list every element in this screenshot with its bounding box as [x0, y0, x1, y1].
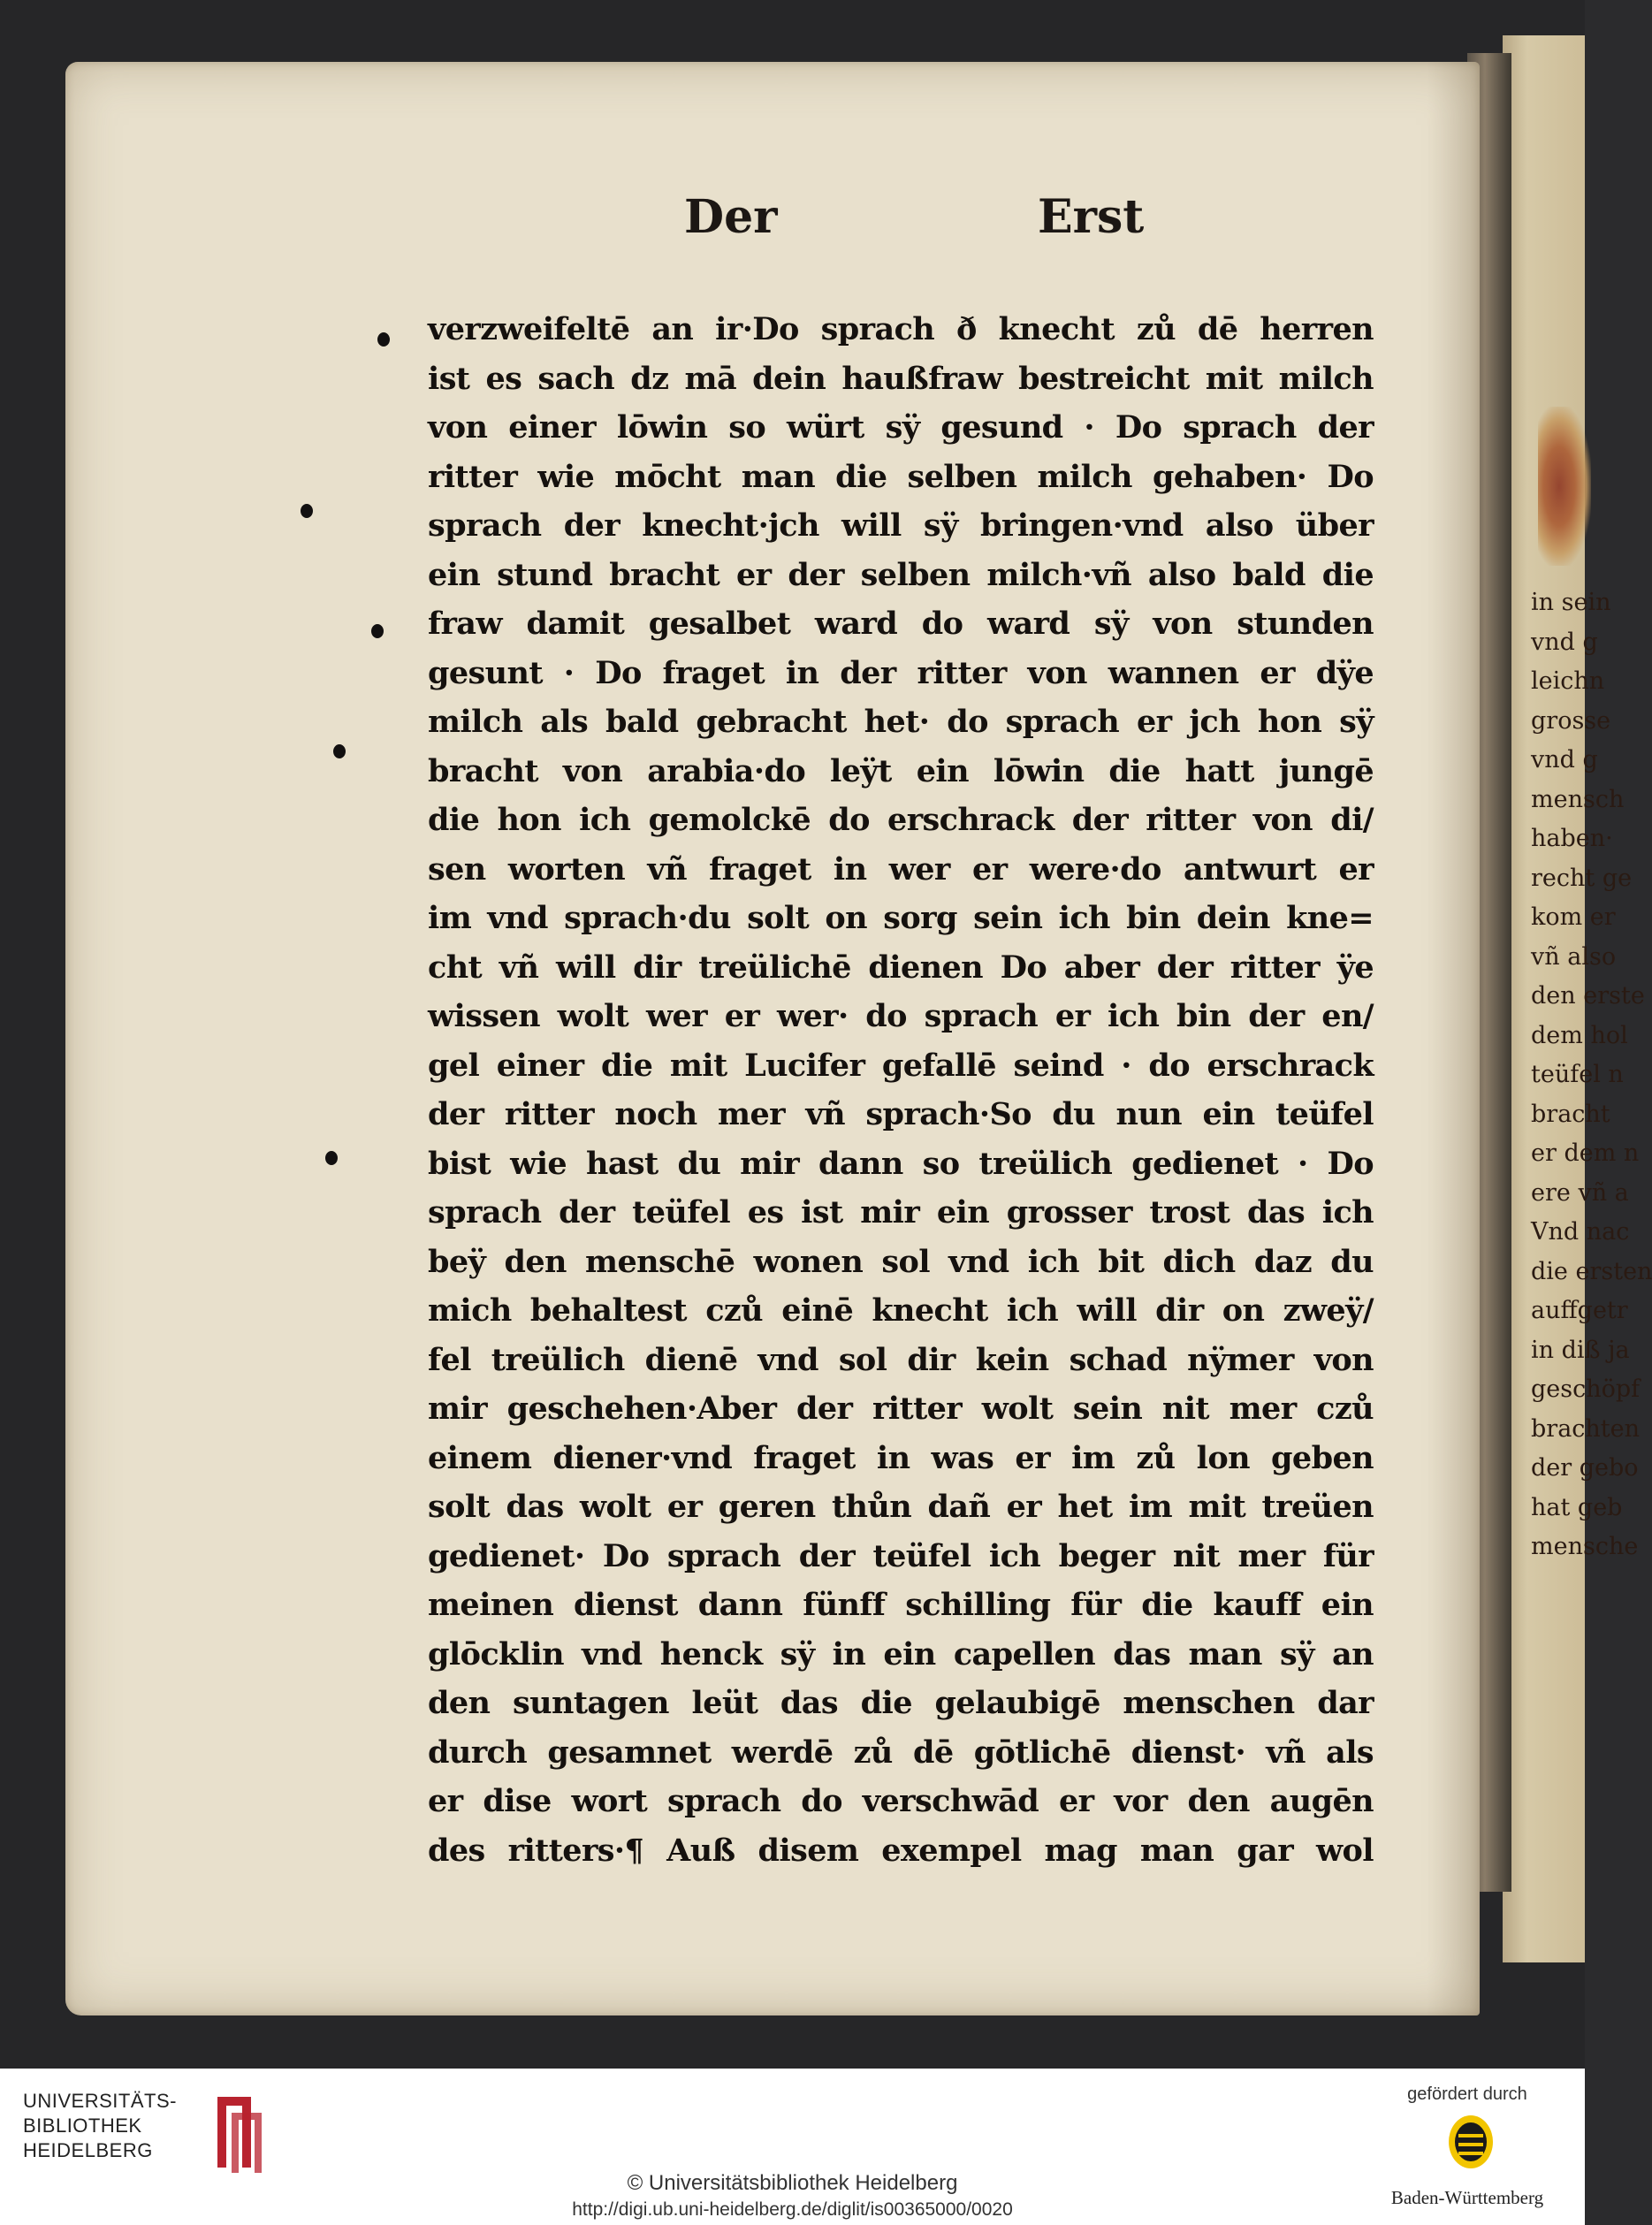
facing-text-line: grosse: [1531, 706, 1611, 735]
book-page: [65, 62, 1480, 2015]
text-line: den suntagen leüt das die gelaubigē menschen dar: [428, 1685, 1374, 1721]
facing-text-line: bracht: [1531, 1100, 1610, 1128]
text-line: verzweifeltē an ir·Do sprach ð knecht zů dē herren: [428, 311, 1374, 347]
text-line: er dise wort sprach do verschwād er vor den augēn: [428, 1783, 1374, 1819]
text-line: cht vñ will dir treülichē dienen Do aber der ritter ÿe: [428, 949, 1374, 986]
facing-text-line: Vnd nac: [1531, 1218, 1630, 1246]
facing-text-line: geschöpf: [1531, 1375, 1641, 1403]
facing-text-line: leichn: [1531, 667, 1605, 695]
facing-page: [1503, 35, 1652, 1962]
facing-text-line: hat geb: [1531, 1493, 1623, 1521]
facing-text-line: in sein: [1531, 589, 1611, 616]
facing-text-line: haben·: [1531, 825, 1613, 852]
facing-text-line: recht ge: [1531, 864, 1633, 892]
library-name-line: UNIVERSITÄTS-: [23, 2090, 177, 2112]
text-line: sprach der teüfel es ist mir ein grosser trost das ich: [428, 1194, 1374, 1231]
funder-name: Baden-Württemberg: [1390, 2187, 1544, 2208]
facing-text-line: brachten: [1531, 1414, 1641, 1443]
text-line: fel treülich dienē vnd sol dir kein schad nÿmer von: [428, 1341, 1374, 1378]
text-line: bist wie hast du mir dann so treülich gedienet · Do: [428, 1145, 1374, 1182]
facing-text-line: kom er: [1531, 903, 1616, 931]
text-line: ist es sach dz mā dein haußfraw bestreicht mit milch: [428, 360, 1374, 397]
facing-text-line: in diß ja: [1531, 1336, 1630, 1364]
illuminated-initial: [1538, 407, 1591, 566]
text-line: milch als bald gebracht het· do sprach er jch hon sÿ: [428, 704, 1374, 740]
text-line: wissen wolt wer er wer· do sprach er ich bin der en/: [428, 998, 1374, 1034]
text-line: einem diener·vnd fraget in was er im zů lon geben: [428, 1439, 1374, 1476]
facing-text-line: mensche: [1531, 1533, 1639, 1560]
margin-mark: [301, 504, 313, 518]
text-line: gesunt · Do fraget in der ritter von wannen er dÿe: [428, 654, 1374, 691]
margin-mark: [371, 624, 384, 638]
funder-label: gefördert durch: [1407, 2084, 1527, 2104]
text-line: die hon ich gemolckē do erschrack der ritter von di/: [428, 802, 1374, 838]
text-line: glōcklin vnd henck sÿ in ein capellen das man sÿ an: [428, 1635, 1374, 1673]
permalink-url[interactable]: http://digi.ub.uni-heidelberg.de/diglit/is00365000/0020: [572, 2199, 1013, 2220]
text-line: gel einer die mit Lucifer gefallē seind · do erschrack: [428, 1047, 1374, 1084]
text-line: fraw damit gesalbet ward do ward sÿ von stunden: [428, 606, 1374, 642]
library-emblem-icon: [212, 2092, 265, 2173]
running-head-right: Erst: [1038, 190, 1145, 244]
text-line: sen worten vñ fraget in wer er were·do antwurt er: [428, 850, 1374, 888]
facing-text-line: vnd g: [1531, 628, 1598, 656]
text-line: bracht von arabia·do leÿt ein lōwin die hatt jungē: [428, 752, 1374, 789]
facing-text-line: teüfel n: [1531, 1061, 1624, 1088]
text-line: mich behaltest czů einē knecht ich will dir on zweÿ/: [428, 1292, 1374, 1329]
facing-text-line: vnd g: [1531, 746, 1598, 773]
text-line: der ritter noch mer vñ sprach·So du nun ein teüfel: [428, 1096, 1374, 1132]
text-line: sprach der knecht·jch will sÿ bringen·vnd also über: [428, 507, 1374, 544]
facing-text-line: ere vñ a: [1531, 1178, 1629, 1207]
funder-block: [1379, 2084, 1556, 2217]
coat-of-arms-icon: [1448, 2115, 1494, 2169]
text-line: solt das wolt er geren thůn dañ er het im mit treüen: [428, 1489, 1374, 1525]
running-head-left: Der: [684, 190, 778, 244]
copyright-notice: © Universitätsbibliothek Heidelberg: [627, 2171, 958, 2195]
text-line: durch gesamnet werdē zů dē gōtlichē dienst· vñ als: [428, 1734, 1374, 1771]
facing-text-line: die ersten: [1531, 1257, 1652, 1285]
text-line: meinen dienst dann fünff schilling für die kauff ein: [428, 1587, 1374, 1623]
margin-mark: [333, 744, 346, 758]
facing-page-text: [1531, 583, 1652, 1567]
text-line: mir geschehen·Aber der ritter wolt sein nit mer czů: [428, 1391, 1374, 1427]
facing-text-line: dem hol: [1531, 1021, 1628, 1049]
text-line: des ritters·¶ Auß disem exempel mag man gar wol: [428, 1832, 1374, 1869]
facing-text-line: den erste: [1531, 982, 1645, 1010]
text-line: beÿ den menschē wonen sol vnd ich bit dich daz du: [428, 1243, 1374, 1280]
text-line: im vnd sprach·du solt on sorg sein ich bin dein kne=: [428, 900, 1374, 936]
text-line: ritter wie mōcht man die selben milch gehaben· Do: [428, 458, 1374, 495]
text-line: gedienet· Do sprach der teüfel ich beger nit mer für: [428, 1537, 1374, 1574]
margin-mark: [325, 1151, 338, 1165]
page-body-text: [428, 305, 1374, 1875]
viewer-footer: [0, 2069, 1585, 2225]
text-line: von einer lōwin so würt sÿ gesund · Do sprach der: [428, 409, 1374, 446]
facing-text-line: auffgetr: [1531, 1297, 1628, 1324]
facing-text-line: der gebo: [1531, 1454, 1639, 1482]
facing-text-line: vñ also: [1531, 942, 1617, 971]
facing-text-line: er dem n: [1531, 1139, 1640, 1167]
library-name-line: BIBLIOTHEK: [23, 2115, 142, 2137]
library-name-line: HEIDELBERG: [23, 2139, 153, 2161]
facing-text-line: mensch: [1531, 785, 1625, 813]
text-line: ein stund bracht er der selben milch·vñ also bald die: [428, 556, 1374, 593]
margin-mark: [377, 332, 390, 347]
